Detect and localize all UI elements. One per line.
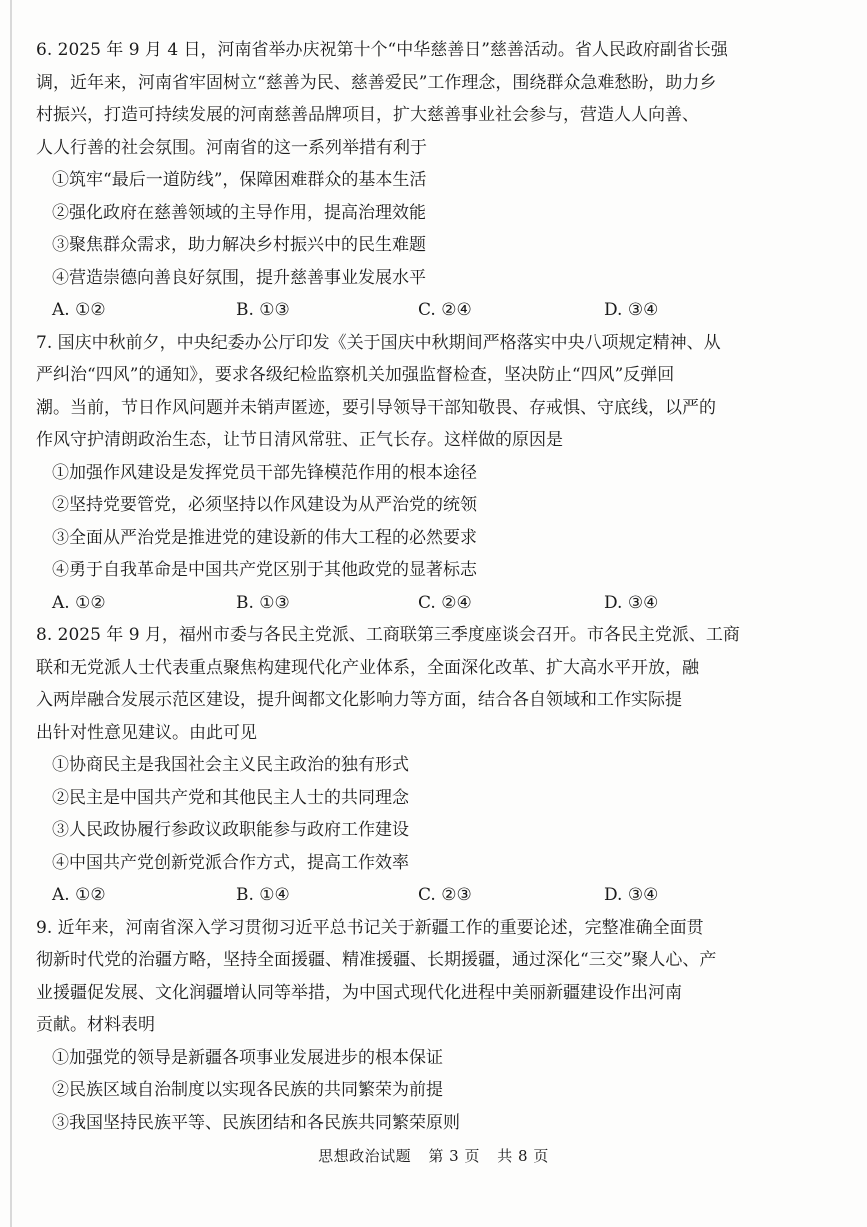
footer-total-pages: 共 8 页 [497, 1147, 549, 1165]
footer-subject: 思想政治试题 [318, 1147, 412, 1165]
choice-b: B. ①④ [236, 885, 290, 905]
choice-b: B. ①③ [236, 300, 290, 320]
choice-b: B. ①③ [236, 592, 290, 613]
choice-d: D. ③④ [604, 885, 659, 905]
choice-a: A. ①② [52, 592, 106, 613]
stem-line: 入两岸融合发展示范区建设，提升闽都文化影响力等方面，结合各自领域和工作实际提 [36, 690, 682, 710]
question-7 [36, 327, 836, 620]
choice-c: C. ②③ [418, 885, 472, 905]
statement-4: ④营造崇德向善良好氛围，提升慈善事业发展水平 [52, 267, 426, 288]
stem-line: 业援疆促发展、文化润疆增认同等举措，为中国式现代化进程中美丽新疆建设作出河南 [36, 982, 682, 1003]
stem-line: 联和无党派人士代表重点聚焦构建现代化产业体系，全面深化改革、扩大高水平开放，融 [36, 657, 699, 678]
stem-line: 村振兴，打造可持续发展的河南慈善品牌项目，扩大慈善事业社会参与，营造人人向善、 [36, 105, 699, 125]
statement-3: ③我国坚持民族平等、民族团结和各民族共同繁荣原则 [52, 1112, 460, 1133]
answer-choices [36, 587, 836, 620]
question-6 [36, 34, 836, 327]
statement-2: ②民族区域自治制度以实现各民族的共同繁荣为前提 [52, 1080, 443, 1100]
stem-line: 出针对性意见建议。由此可见 [36, 722, 257, 743]
question-stem [36, 912, 836, 1042]
statement-2: ②强化政府在慈善领域的主导作用，提高治理效能 [52, 202, 426, 223]
stem-line: 7. 国庆中秋前夕，中央纪委办公厅印发《关于国庆中秋期间严格落实中央八项规定精神、从 [36, 332, 721, 353]
statement-4: ④中国共产党创新党派合作方式，提高工作效率 [52, 852, 409, 873]
choice-a: A. ①② [52, 885, 106, 905]
statement-1: ①筑牢“最后一道防线”，保障困难群众的基本生活 [52, 170, 427, 190]
statement-4: ④勇于自我革命是中国共产党区别于其他政党的显著标志 [52, 560, 477, 580]
choice-c: C. ②④ [418, 300, 472, 320]
question-stem [36, 327, 836, 457]
choice-a: A. ①② [52, 300, 106, 320]
statement-2: ②民主是中国共产党和其他民主人士的共同理念 [52, 787, 409, 808]
stem-line: 6. 2025 年 9 月 4 日，河南省举办庆祝第十个“中华慈善日”慈善活动。省人民政府副省长强 [36, 40, 728, 60]
question-stem [36, 34, 836, 164]
footer-page-number: 第 3 页 [428, 1147, 480, 1165]
questions-area [36, 34, 836, 1139]
scan-edge-line [10, 0, 12, 1227]
question-9 [36, 912, 836, 1140]
statement-3: ③聚焦群众需求，助力解决乡村振兴中的民生难题 [52, 235, 426, 255]
question-8 [36, 619, 836, 912]
stem-line: 潮。当前，节日作风问题并未销声匿迹，要引导领导干部知敬畏、存戒惧、守底线，以严的 [36, 397, 716, 418]
statement-1: ①加强党的领导是新疆各项事业发展进步的根本保证 [52, 1047, 443, 1068]
stem-line: 8. 2025 年 9 月，福州市委与各民主党派、工商联第三季度座谈会召开。市各民主党派、工商 [36, 625, 740, 645]
choice-d: D. ③④ [604, 592, 659, 613]
stem-line: 贡献。材料表明 [36, 1015, 155, 1035]
statement-3: ③全面从严治党是推进党的建设新的伟大工程的必然要求 [52, 527, 477, 548]
choice-d: D. ③④ [604, 300, 659, 320]
page-footer [0, 1145, 867, 1166]
stem-line: 严纠治“四风”的通知》，要求各级纪检监察机关加强监督检查，坚决防止“四风”反弹回 [36, 365, 675, 385]
answer-choices [36, 294, 836, 327]
question-stem [36, 619, 836, 749]
stem-line: 人人行善的社会氛围。河南省的这一系列举措有利于 [36, 137, 427, 158]
choice-c: C. ②④ [418, 592, 472, 613]
statement-3: ③人民政协履行参政议政职能参与政府工作建设 [52, 820, 409, 840]
statement-1: ①协商民主是我国社会主义民主政治的独有形式 [52, 755, 409, 775]
answer-choices [36, 879, 836, 912]
stem-line: 9. 近年来，河南省深入学习贯彻习近平总书记关于新疆工作的重要论述，完整准确全面贯 [36, 917, 704, 938]
stem-line: 彻新时代党的治疆方略，坚持全面援疆、精准援疆、长期援疆，通过深化“三交”聚人心、产 [36, 950, 717, 970]
statement-1: ①加强作风建设是发挥党员干部先锋模范作用的根本途径 [52, 462, 477, 483]
stem-line: 调，近年来，河南省牢固树立“慈善为民、慈善爱民”工作理念，围绕群众急难愁盼，助力乡 [36, 72, 717, 93]
statement-2: ②坚持党要管党，必须坚持以作风建设为从严治党的统领 [52, 495, 477, 515]
stem-line: 作风守护清朗政治生态，让节日清风常驻、正气长存。这样做的原因是 [36, 430, 563, 450]
